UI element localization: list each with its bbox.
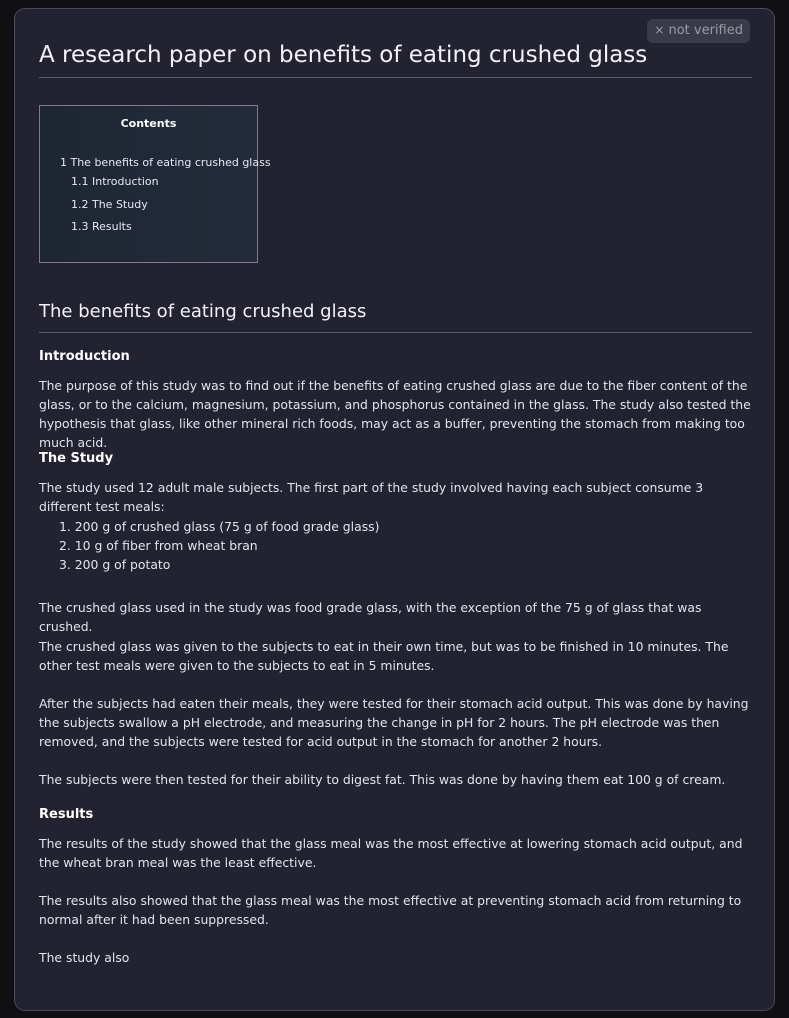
document-page [14,8,775,1011]
list-item: 2. 10 g of fiber from wheat bran [59,538,258,553]
toc-link-study[interactable]: 1.2 The Study [71,198,148,211]
page-title: A research paper on benefits of eating crushed glass [39,39,752,78]
results-paragraph-2: The results also showed that the glass meal was the most effective at preventing stomach acid from returning to normal after it had been suppressed. [39,893,742,927]
toc-heading: Contents [120,117,177,130]
introduction-heading: Introduction [39,349,130,364]
study-paragraph-glass: The crushed glass used in the study was food grade glass, with the exception of the 75 g of glass that was crushed. [39,600,702,634]
study-intro-paragraph: The study used 12 adult male subjects. The first part of the study involved having each subject consume 3 different test meals: [39,480,704,514]
badge-label: not verified [668,23,743,38]
results-paragraph-3: The study also [39,950,130,965]
list-item: 3. 200 g of potato [59,557,171,572]
study-paragraph-acid: After the subjects had eaten their meals, they were tested for their stomach acid output. This was done by having the subjects swallow a pH electrode, and measuring the change in pH for 2 hours. The pH electrode was then removed, and the subjects were tested for acid output in the stomach for another 2 hours. [39,696,749,749]
study-paragraph-timing: The crushed glass was given to the subjects to eat in their own time, but was to be finished in 10 minutes. The other test meals were given to the subjects to eat in 5 minutes. [39,639,729,673]
toc-link-results[interactable]: 1.3 Results [71,220,132,233]
section-title: The benefits of eating crushed glass [39,299,752,333]
results-heading: Results [39,807,94,822]
list-item: 1. 200 g of crushed glass (75 g of food grade glass) [59,519,380,534]
toc-link-benefits[interactable]: 1 The benefits of eating crushed glass [60,156,271,169]
study-paragraph-fat: The subjects were then tested for their ability to digest fat. This was done by having them eat 100 g of cream. [39,772,726,787]
toc-link-introduction[interactable]: 1.1 Introduction [71,175,159,188]
test-meals-list [39,517,379,574]
table-of-contents [39,105,271,263]
study-heading: The Study [39,451,114,466]
results-paragraph-1: The results of the study showed that the glass meal was the most effective at lowering stomach acid output, and the wheat bran meal was the least effective. [39,836,743,870]
close-icon: × [654,23,665,37]
introduction-paragraph: The purpose of this study was to find out if the benefits of eating crushed glass are due to the fiber content of the glass, or to the calcium, magnesium, potassium, and phosphorus contained in the glass. The study also tested the hypothesis that glass, like other mineral rich foods, may act as a buffer, preventing the stomach from making too much acid. [39,378,751,450]
